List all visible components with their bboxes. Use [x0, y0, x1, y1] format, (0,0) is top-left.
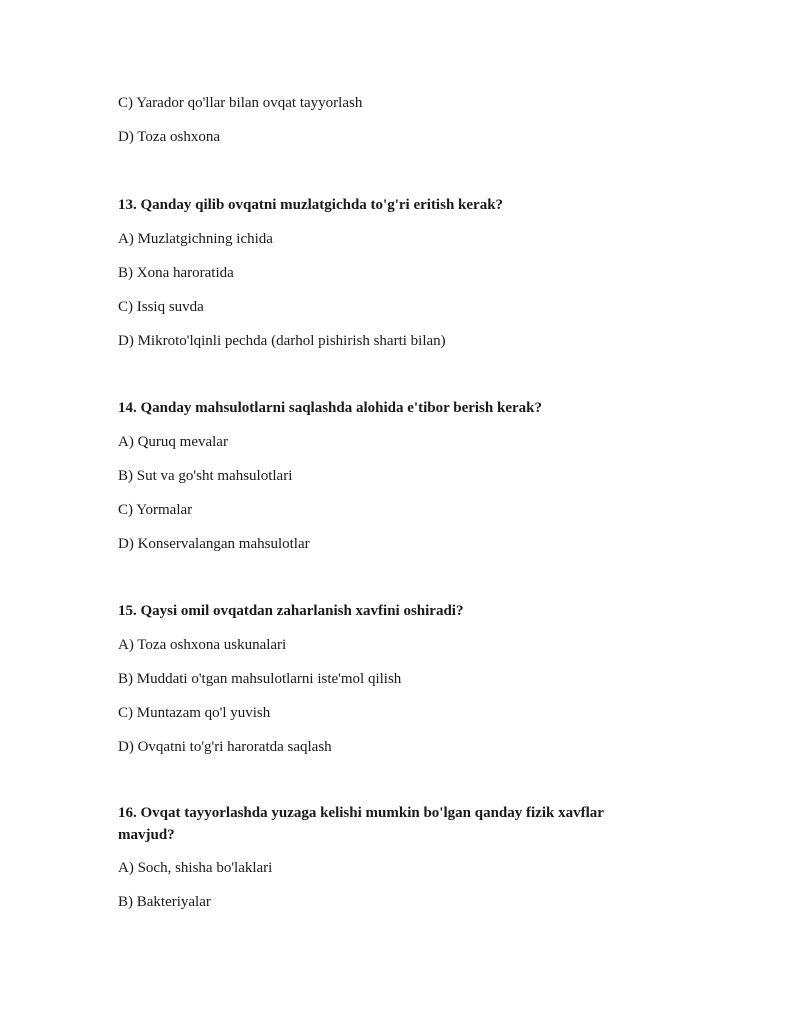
question-14-title: 14. Qanday mahsulotlarni saqlashda alohida e'tibor berish kerak?: [118, 400, 542, 416]
question-14-option-c: C) Yormalar: [118, 502, 193, 518]
question-13-option-d: D) Mikroto'lqinli pechda (darhol pishirish sharti bilan): [118, 333, 446, 349]
question-14-option-a: A) Quruq mevalar: [118, 434, 228, 450]
question-14-option-b: B) Sut va go'sht mahsulotlari: [118, 468, 293, 484]
question-16-option-a: A) Soch, shisha bo'laklari: [118, 860, 273, 876]
question-13-title: 13. Qanday qilib ovqatni muzlatgichda to'g'ri eritish kerak?: [118, 197, 504, 213]
question-15-option-b: B) Muddati o'tgan mahsulotlarni iste'mol qilish: [118, 671, 402, 687]
question-14-option-d: D) Konservalangan mahsulotlar: [118, 536, 310, 552]
question-16-option-b: B) Bakteriyalar: [118, 894, 211, 910]
question-15-option-d: D) Ovqatni to'g'ri haroratda saqlash: [118, 739, 332, 755]
question-13-option-c: C) Issiq suvda: [118, 299, 204, 315]
question-15-title: 15. Qaysi omil ovqatdan zaharlanish xavfini oshiradi?: [118, 603, 464, 619]
question-15-option-c: C) Muntazam qo'l yuvish: [118, 705, 271, 721]
option-d-carryover: D) Toza oshxona: [118, 129, 220, 145]
question-15-option-a: A) Toza oshxona uskunalari: [118, 637, 287, 653]
question-13-option-b: B) Xona haroratida: [118, 265, 234, 281]
question-13-option-a: A) Muzlatgichning ichida: [118, 231, 273, 247]
question-16-title: 16. Ovqat tayyorlashda yuzaga kelishi mumkin bo'lgan qanday fizik xavflar mavjud?: [118, 805, 604, 843]
option-c-carryover: C) Yarador qo'llar bilan ovqat tayyorlash: [118, 95, 363, 111]
